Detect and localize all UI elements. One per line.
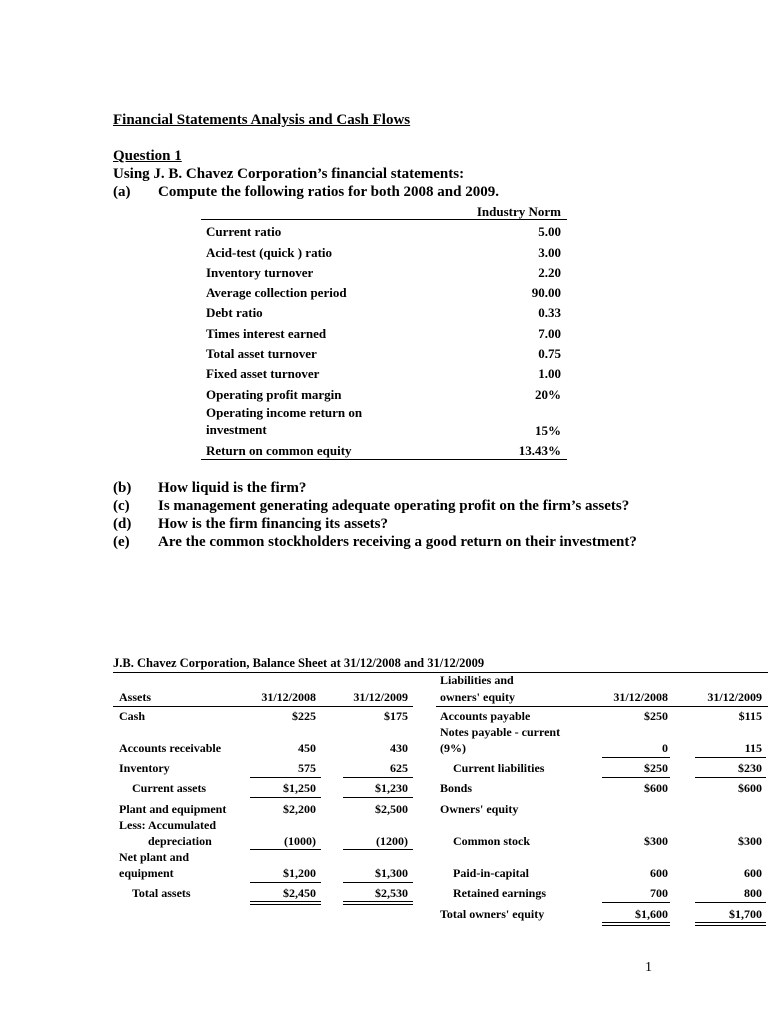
subtotal-rule <box>602 757 670 758</box>
asset-value-2009: $2,500 <box>375 802 408 816</box>
subtotal-rule <box>343 797 413 798</box>
subtotal-rule <box>250 849 321 850</box>
ratio-value: 3.00 <box>538 245 561 260</box>
asset-label: Total assets <box>132 886 191 900</box>
ratio-label: Average collection period <box>206 285 347 300</box>
asset-label-cont: depreciation <box>148 834 212 848</box>
liability-value-2008: $1,600 <box>635 907 668 921</box>
subtotal-rule <box>695 757 766 758</box>
asset-value-2008: (1000) <box>284 834 316 848</box>
ratio-value: 0.33 <box>538 305 561 320</box>
total-double-rule <box>250 901 321 905</box>
asset-value-2009: (1200) <box>376 834 408 848</box>
ratio-value: 0.75 <box>538 346 561 361</box>
ratio-value: 5.00 <box>538 224 561 239</box>
ratio-label: Inventory turnover <box>206 265 314 280</box>
subtotal-rule <box>602 777 670 778</box>
question-text: How is the firm financing its assets? <box>158 516 388 532</box>
table-bottom-rule <box>201 459 567 460</box>
asset-label-cont: equipment <box>119 866 174 880</box>
question-heading: Question 1 <box>113 148 182 164</box>
ratio-value: 2.20 <box>538 265 561 280</box>
asset-value-2008: 450 <box>298 741 316 755</box>
document-title: Financial Statements Analysis and Cash Flows <box>113 112 411 128</box>
liability-value-2008: 0 <box>662 741 668 755</box>
liability-value-2009: 600 <box>744 866 762 880</box>
asset-value-2008: $1,200 <box>283 866 316 880</box>
ratio-label: Current ratio <box>206 224 282 239</box>
subtotal-rule <box>343 777 413 778</box>
liabilities-col-2008-header: 31/12/2008 <box>613 690 668 704</box>
question-letter: (d) <box>113 516 132 532</box>
asset-value-2009: 430 <box>390 741 408 755</box>
ratio-label: Times interest earned <box>206 326 327 341</box>
liability-label: Total owners' equity <box>440 907 545 921</box>
question-intro: Using J. B. Chavez Corporation’s financial statements: <box>113 166 465 182</box>
subtotal-rule <box>343 849 413 850</box>
liability-value-2009: $1,700 <box>729 907 762 921</box>
asset-label: Cash <box>119 709 146 723</box>
question-letter: (e) <box>113 534 130 550</box>
assets-header-rule <box>113 706 413 707</box>
asset-value-2009: $175 <box>384 709 408 723</box>
liability-value-2008: 700 <box>650 886 668 900</box>
liability-label: Accounts payable <box>440 709 531 723</box>
question-text: How liquid is the firm? <box>158 480 307 496</box>
part-a-text: Compute the following ratios for both 2008 and 2009. <box>158 184 499 200</box>
liabilities-col-2009-header: 31/12/2009 <box>707 690 762 704</box>
liability-value-2009: $300 <box>738 834 762 848</box>
liability-value-2008: $300 <box>644 834 668 848</box>
subtotal-rule <box>343 882 413 883</box>
question-letter: (c) <box>113 498 130 514</box>
ratio-label: Operating income return on <box>206 405 363 420</box>
asset-value-2009: $2,530 <box>375 886 408 900</box>
liability-label: Paid-in-capital <box>453 866 530 880</box>
ratio-label-cont: investment <box>206 422 267 437</box>
ratio-value: 7.00 <box>538 326 561 341</box>
asset-label: Less: Accumulated <box>119 818 216 832</box>
asset-value-2008: $225 <box>292 709 316 723</box>
ratio-value: 13.43% <box>518 443 561 458</box>
asset-label: Accounts receivable <box>119 741 222 755</box>
subtotal-rule <box>250 797 321 798</box>
question-text: Is management generating adequate operating profit on the firm’s assets? <box>158 498 630 514</box>
ratio-label: Fixed asset turnover <box>206 366 320 381</box>
assets-col-2008-header: 31/12/2008 <box>261 690 316 704</box>
asset-label: Net plant and <box>119 850 190 864</box>
page-number: 1 <box>645 960 652 975</box>
industry-norm-header: Industry Norm <box>476 204 561 219</box>
liability-value-2009: $600 <box>738 781 762 795</box>
liabilities-header-line1: Liabilities and <box>440 673 514 687</box>
liability-label-cont: (9%) <box>440 741 466 755</box>
total-double-rule <box>695 922 766 926</box>
assets-header: Assets <box>119 690 151 704</box>
liability-value-2009: $230 <box>738 761 762 775</box>
ratio-label: Total asset turnover <box>206 346 317 361</box>
liability-label: Notes payable - current <box>440 725 561 739</box>
ratio-value: 20% <box>535 387 561 402</box>
liability-label: Current liabilities <box>453 761 545 775</box>
table-top-rule <box>201 219 567 220</box>
ratio-value: 1.00 <box>538 366 561 381</box>
total-double-rule <box>343 901 413 905</box>
ratio-label: Operating profit margin <box>206 387 342 402</box>
liabilities-header-line2: owners' equity <box>440 690 515 704</box>
liabilities-header-rule <box>436 706 768 707</box>
subtotal-rule <box>602 902 670 903</box>
ratio-label: Acid-test (quick ) ratio <box>206 245 333 260</box>
question-letter: (b) <box>113 480 132 496</box>
liability-label: Retained earnings <box>453 886 546 900</box>
subtotal-rule <box>250 882 321 883</box>
liability-value-2008: $250 <box>644 761 668 775</box>
part-a-letter: (a) <box>113 184 131 200</box>
asset-value-2008: $2,450 <box>283 886 316 900</box>
liability-value-2008: $600 <box>644 781 668 795</box>
subtotal-rule <box>695 777 766 778</box>
asset-value-2008: 575 <box>298 761 316 775</box>
liability-value-2009: 115 <box>744 741 762 755</box>
liability-value-2008: 600 <box>650 866 668 880</box>
asset-label: Current assets <box>132 781 207 795</box>
ratio-value: 15% <box>535 423 561 438</box>
asset-value-2009: 625 <box>390 761 408 775</box>
assets-col-2009-header: 31/12/2009 <box>353 690 408 704</box>
subtotal-rule <box>695 902 766 903</box>
liability-label: Common stock <box>453 834 530 848</box>
balance-sheet-title: J.B. Chavez Corporation, Balance Sheet at 31/12/2008 and 31/12/2009 <box>113 656 485 670</box>
liability-value-2009: 800 <box>744 886 762 900</box>
subtotal-rule <box>250 777 321 778</box>
ratio-label: Debt ratio <box>206 305 263 320</box>
liability-value-2008: $250 <box>644 709 668 723</box>
question-text: Are the common stockholders receiving a good return on their investment? <box>158 534 637 550</box>
ratio-label: Return on common equity <box>206 443 352 458</box>
total-double-rule <box>602 922 670 926</box>
asset-label: Inventory <box>119 761 170 775</box>
liability-label: Owners' equity <box>440 802 519 816</box>
liability-label: Bonds <box>440 781 473 795</box>
liability-value-2009: $115 <box>738 709 762 723</box>
asset-value-2008: $1,250 <box>283 781 316 795</box>
asset-value-2009: $1,300 <box>375 866 408 880</box>
ratio-value: 90.00 <box>531 285 561 300</box>
asset-value-2009: $1,230 <box>375 781 408 795</box>
asset-label: Plant and equipment <box>119 802 227 816</box>
asset-value-2008: $2,200 <box>283 802 316 816</box>
